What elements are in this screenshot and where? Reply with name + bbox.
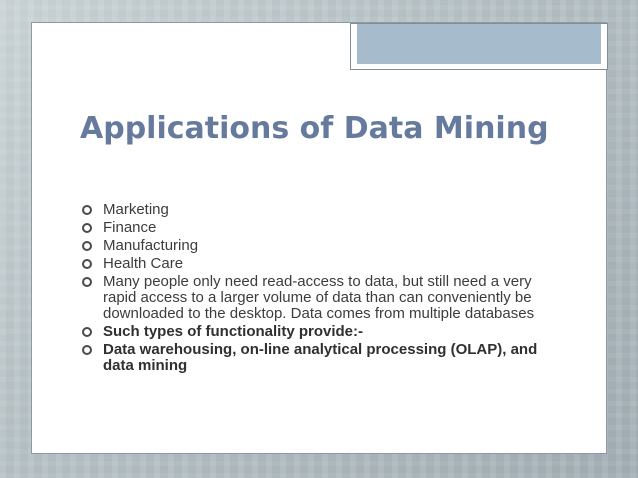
bullet-ring-icon bbox=[82, 241, 92, 251]
bullet-item-finance bbox=[82, 220, 542, 236]
bullet-ring-icon bbox=[82, 277, 92, 287]
bullet-text: Health Care bbox=[103, 255, 184, 272]
bullet-list bbox=[82, 202, 542, 376]
bullet-item-marketing bbox=[82, 202, 542, 218]
bullet-item-read-access bbox=[82, 274, 542, 322]
bullet-ring-icon bbox=[82, 205, 92, 215]
bullet-item-manufacturing bbox=[82, 238, 542, 254]
bullet-text: Finance bbox=[103, 219, 157, 236]
bullet-ring-icon bbox=[82, 223, 92, 233]
bullet-ring-icon bbox=[82, 259, 92, 269]
slide-title: Applications of Data Mining bbox=[80, 111, 549, 146]
bullet-item-data-warehousing bbox=[82, 342, 542, 374]
bullet-ring-icon bbox=[82, 345, 92, 355]
bullet-text: Many people only need read-access to data, but still need a very rapid access to a larger volume of data than can conveniently be downloaded to the desktop. Data comes from multiple databases bbox=[103, 273, 535, 322]
title-accent-block bbox=[350, 23, 608, 70]
bullet-text: Marketing bbox=[103, 201, 169, 218]
bullet-text: Manufacturing bbox=[103, 237, 199, 254]
bullet-ring-icon bbox=[82, 327, 92, 337]
bullet-item-functionality bbox=[82, 324, 542, 340]
bullet-item-health-care bbox=[82, 256, 542, 272]
bullet-text: Such types of functionality provide:- bbox=[103, 323, 364, 340]
bullet-text: Data warehousing, on-line analytical processing (OLAP), and data mining bbox=[103, 341, 538, 374]
title-accent-fill bbox=[357, 24, 601, 64]
